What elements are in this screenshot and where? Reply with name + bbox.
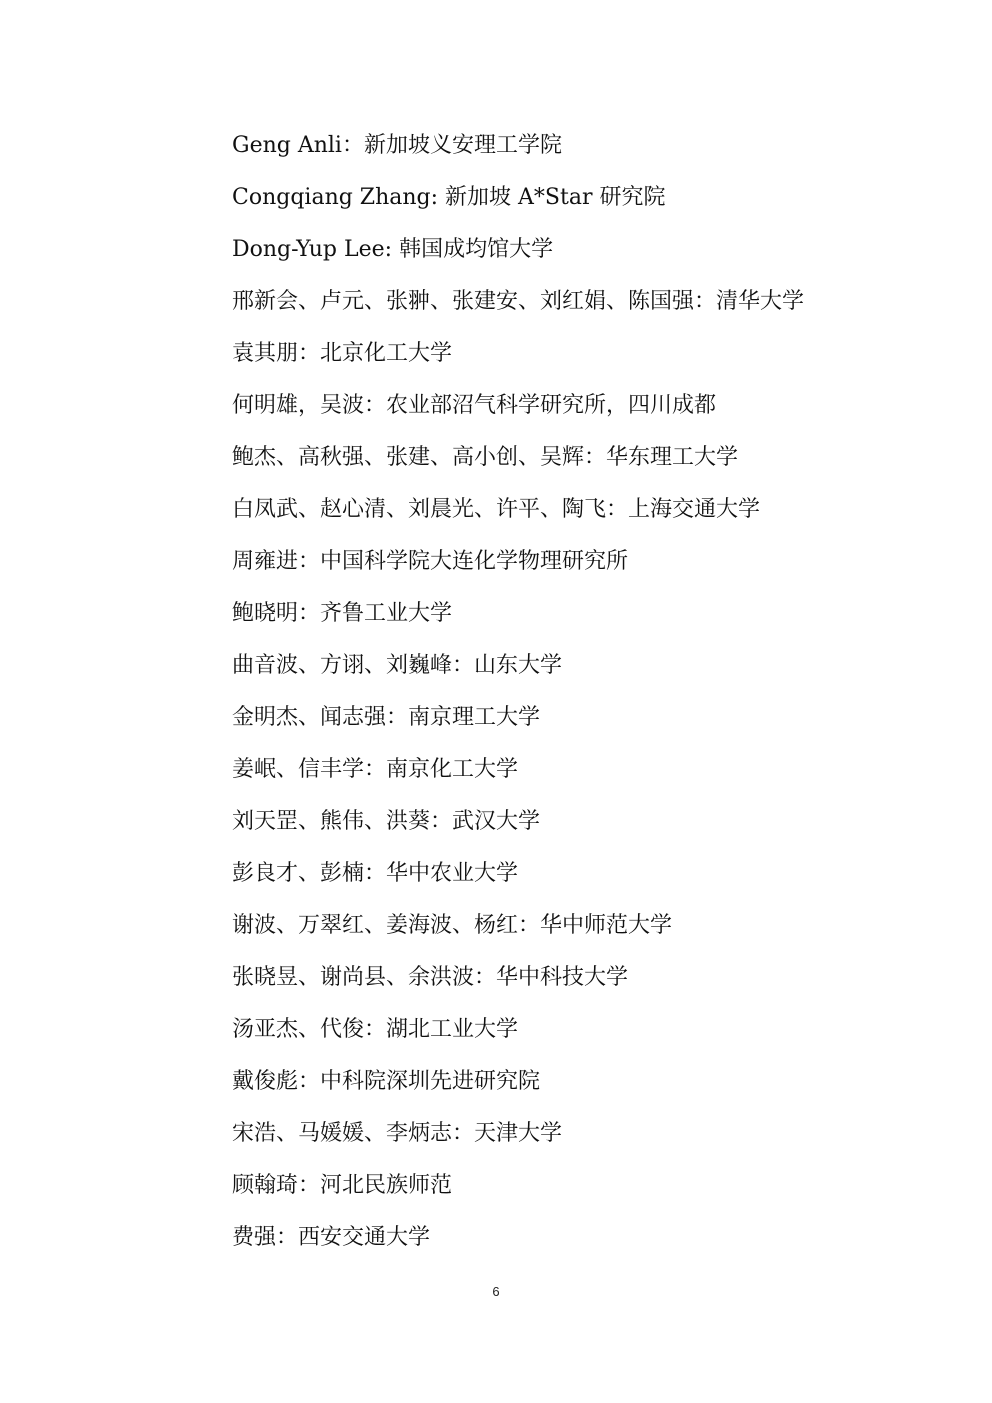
list-item: 张晓昱、谢尚县、余洪波：华中科技大学 [232, 965, 629, 990]
list-item: 金明杰、闻志强：南京理工大学 [232, 705, 541, 730]
list-item: 姜岷、信丰学：南京化工大学 [232, 757, 519, 782]
list-item: 周雍进：中国科学院大连化学物理研究所 [232, 549, 629, 574]
affiliation-list [232, 124, 932, 1268]
list-item: 何明雄，吴波：农业部沼气科学研究所，四川成都 [232, 393, 717, 418]
list-item: 曲音波、方诩、刘巍峰：山东大学 [232, 653, 563, 678]
list-item: 彭良才、彭楠：华中农业大学 [232, 861, 519, 886]
list-item: 顾翰琦：河北民族师范 [232, 1173, 453, 1198]
list-item: Congqiang Zhang: 新加坡 A*Star 研究院 [232, 185, 666, 210]
list-item: 鲍杰、高秋强、张建、高小创、吴辉：华东理工大学 [232, 445, 739, 470]
list-item: 戴俊彪：中科院深圳先进研究院 [232, 1069, 541, 1094]
list-item: 白凤武、赵心清、刘晨光、许平、陶飞：上海交通大学 [232, 497, 761, 522]
list-item: Geng Anli：新加坡义安理工学院 [232, 133, 562, 158]
list-item: 袁其朋：北京化工大学 [232, 341, 453, 366]
list-item: 费强：西安交通大学 [232, 1225, 431, 1250]
list-item: 谢波、万翠红、姜海波、杨红：华中师范大学 [232, 913, 673, 938]
list-item: 邢新会、卢元、张翀、张建安、刘红娟、陈国强：清华大学 [232, 289, 805, 314]
list-item: 刘天罡、熊伟、洪葵：武汉大学 [232, 809, 541, 834]
page-number: 6 [492, 1284, 500, 1299]
list-item: 鲍晓明：齐鲁工业大学 [232, 601, 453, 626]
list-item: Dong-Yup Lee: 韩国成均馆大学 [232, 237, 554, 262]
list-item: 汤亚杰、代俊：湖北工业大学 [232, 1017, 519, 1042]
list-item: 宋浩、马媛媛、李炳志：天津大学 [232, 1121, 563, 1146]
